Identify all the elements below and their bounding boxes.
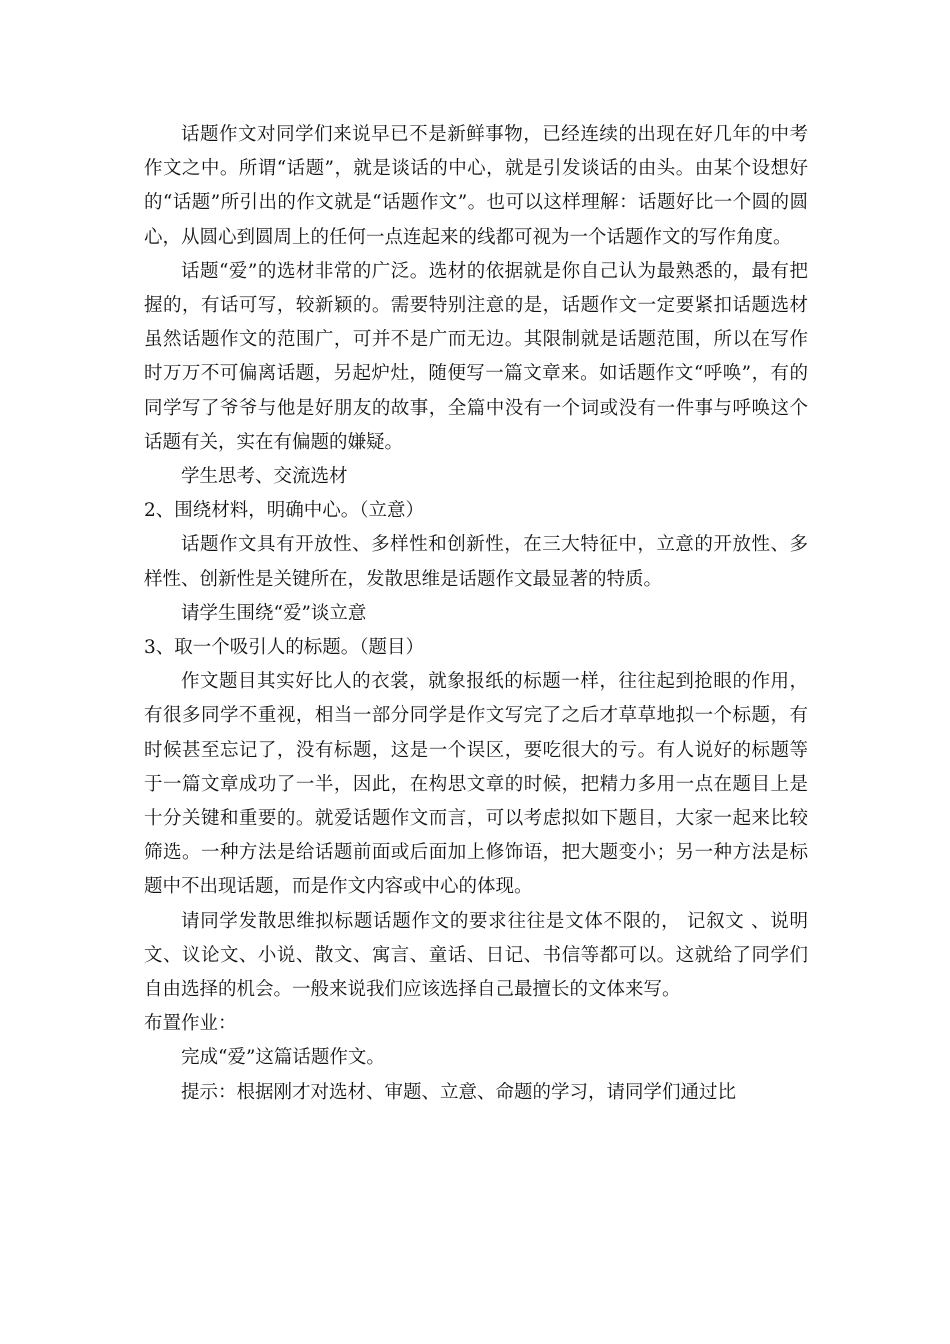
section-heading-homework: 布置作业： bbox=[144, 1013, 237, 1035]
paragraph-topic-intro: 话题作文对同学们来说早已不是新鲜事物，已经连续的出现在好几年的中考作文之中。所谓“话题”，就是谈话的中心，就是引发谈话的由头。由某个设想好的“话题”所引出的作文就是“话题作文”。也可以这样理解：话题好比一个圆的圆心，从圆心到圆周上的任何一点连起来的线都可视为一个话题作文的写作角度。 bbox=[144, 124, 808, 248]
paragraph-student-discussion: 学生思考、交流选材 bbox=[181, 466, 348, 488]
document-page bbox=[144, 118, 808, 1110]
paragraph-material-selection: 话题“爱”的选材非常的广泛。选材的依据就是你自己认为最熟悉的，最有把握的，有话可写，较新颖的。需要特别注意的是，话题作文一定要紧扣话题选材虽然话题作文的范围广，可并不是广而无边。其限制就是话题范围，所以在写作时万万不可偏离话题，另起炉灶，随便写一篇文章来。如话题作文“呼唤”，有的同学写了爷爷与他是好朋友的故事，全篇中没有一个词或没有一件事与呼唤这个话题有关，实在有偏题的嫌疑。 bbox=[144, 260, 808, 453]
paragraph-theme-prompt: 请学生围绕“爱”谈立意 bbox=[181, 602, 367, 624]
paragraph-homework-hint: 提示：根据刚才对选材、审题、立意、命题的学习，请同学们通过比 bbox=[181, 1081, 737, 1103]
section-heading-title: 3、取一个吸引人的标题。（题目） bbox=[144, 637, 425, 659]
section-heading-theme: 2、围绕材料，明确中心。（立意） bbox=[144, 500, 425, 522]
paragraph-theme-features: 话题作文具有开放性、多样性和创新性，在三大特征中，立意的开放性、多样性、创新性是关键所在，发散思维是话题作文最显著的特质。 bbox=[144, 534, 808, 590]
paragraph-title-importance: 作文题目其实好比人的衣裳，就象报纸的标题一样，往往起到抢眼的作用，有很多同学不重视，相当一部分同学是作文写完了之后才草草地拟一个标题，有时候甚至忘记了，没有标题，这是一个误区，要吃很大的亏。有人说好的标题等于一篇文章成功了一半，因此，在构思文章的时候，把精力多用一点在题目上是十分关键和重要的。就爱话题作文而言，可以考虑拟如下题目，大家一起来比较筛选。一种方法是给话题前面或后面加上修饰语，把大题变小；另一种方法是标题中不出现话题，而是作文内容或中心的体现。 bbox=[144, 671, 808, 898]
paragraph-genre-choice: 请同学发散思维拟标题话题作文的要求往往是文体不限的， 记叙文 、说明文、议论文、小说、散文、寓言、童话、日记、书信等都可以。这就给了同学们自由选择的机会。一般来说我们应该选择自己最擅长的文体来写。 bbox=[144, 910, 808, 1001]
paragraph-homework-task: 完成“爱”这篇话题作文。 bbox=[181, 1047, 385, 1069]
